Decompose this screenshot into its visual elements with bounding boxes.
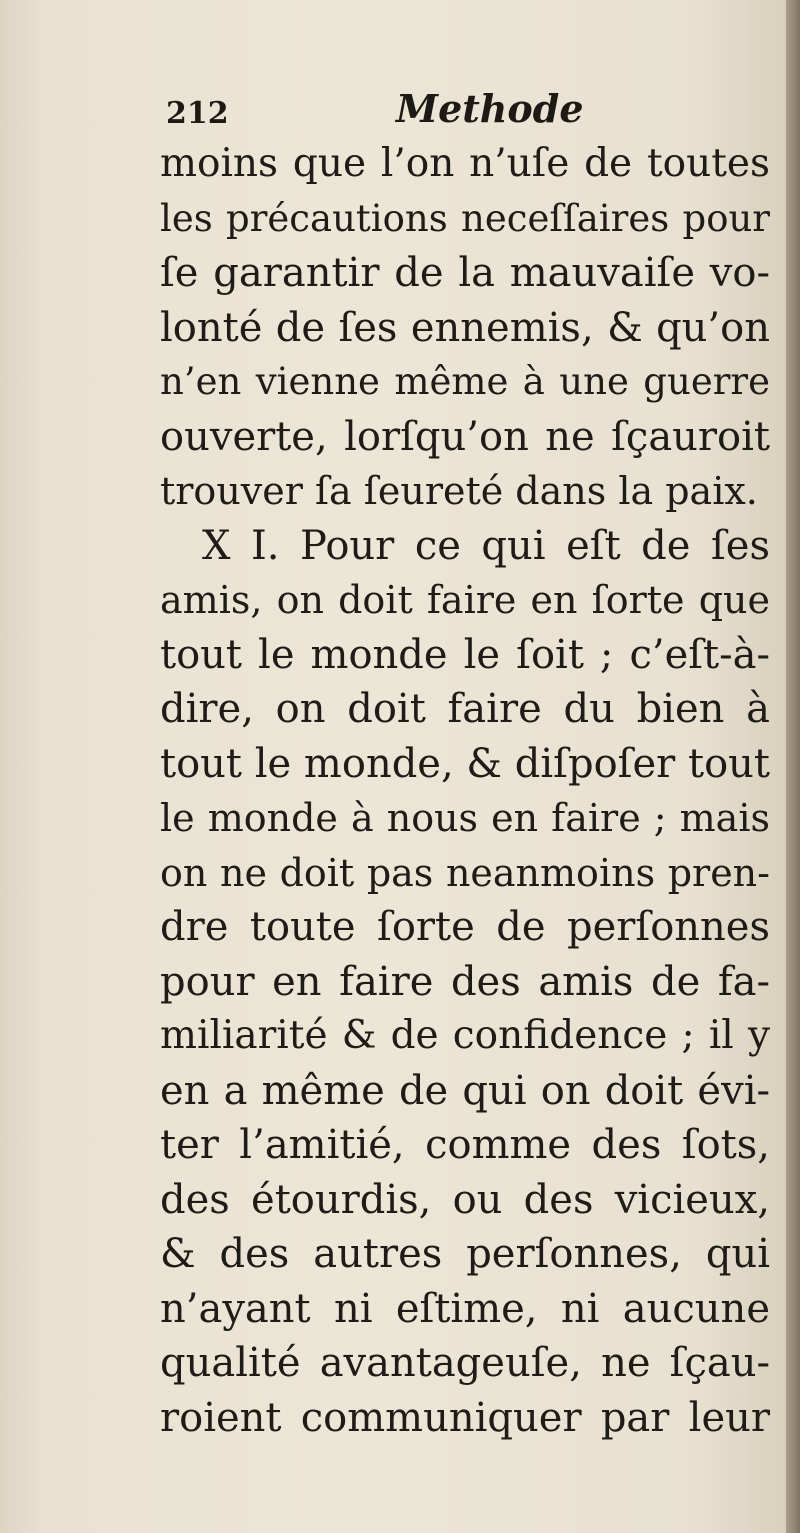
- text-line: tout le monde le ſoit ; c’eſt-à-: [160, 631, 770, 678]
- text-line: n’en vienne même à une guerre: [160, 360, 770, 403]
- page-number: 212: [166, 96, 229, 131]
- text-line-paragraph-start: X I. Pour ce qui eſt de ſes: [202, 522, 770, 569]
- text-line: le monde à nous en faire ; mais: [160, 796, 770, 840]
- text-line: les précautions neceſſaires pour: [160, 196, 770, 240]
- body-text: [160, 137, 770, 1445]
- text-line: dire, on doit faire du bien à: [160, 686, 770, 732]
- text-line: n’ayant ni eſtime, ni aucune: [160, 1285, 770, 1332]
- text-line: trouver ſa ſeureté dans la paix.: [160, 469, 758, 513]
- text-line: pour en faire des amis de fa-: [160, 958, 770, 1005]
- text-line: des étourdis, ou des vicieux,: [160, 1176, 770, 1223]
- text-line: ſe garantir de la mauvaiſe vo-: [160, 250, 770, 296]
- text-line: moins que l’on n’uſe de toutes: [160, 141, 770, 186]
- text-line: dre toute ſorte de perſonnes: [160, 904, 770, 950]
- text-line: amis, on doit faire en ſorte que: [160, 578, 770, 622]
- text-line: miliarité & de confidence ; il y: [160, 1013, 770, 1058]
- running-head: Methode: [396, 86, 584, 131]
- text-line: en a même de qui on doit évi-: [160, 1067, 770, 1114]
- text-line: ouverte, lorſqu’on ne ſçauroit: [160, 413, 770, 460]
- text-line: lonté de ſes ennemis, & qu’on: [160, 304, 770, 351]
- text-line: roient communiquer par leur: [160, 1394, 770, 1441]
- text-line: tout le monde, & diſpoſer tout: [160, 740, 770, 787]
- text-line: ter l’amitié, comme des ſots,: [160, 1122, 770, 1168]
- page-header: [160, 82, 760, 142]
- text-line: on ne doit pas neanmoins pren-: [160, 850, 770, 895]
- text-line: & des autres perſonnes, qui: [160, 1231, 770, 1277]
- book-spine-edge: [786, 0, 800, 1533]
- text-line: qualité avantageuſe, ne ſçau-: [160, 1340, 770, 1386]
